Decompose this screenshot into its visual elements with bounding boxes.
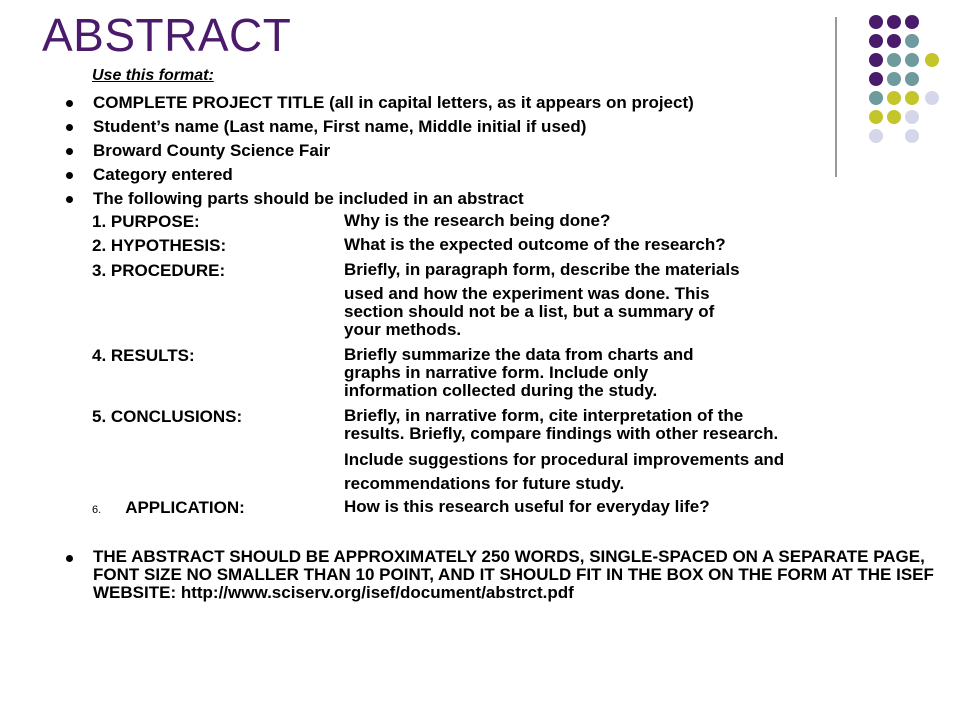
decorative-dot: [905, 34, 919, 48]
decorative-dot: [869, 15, 883, 29]
decorative-dot: [925, 91, 939, 105]
decorative-dot: [869, 91, 883, 105]
desc-line: Briefly, in narrative form, cite interpretation of the: [344, 406, 744, 425]
format-label: Use this format:: [92, 67, 214, 84]
bullet-text: Student’s name (Last name, First name, Middle initial if used): [93, 117, 587, 136]
procedure-desc: [344, 261, 740, 279]
decorative-dot: [869, 110, 883, 124]
bullet-text: Broward County Science Fair: [93, 141, 331, 160]
divider-line: [835, 17, 837, 177]
application-label-text: APPLICATION:: [125, 498, 245, 517]
decorative-dot: [925, 53, 939, 67]
application-number: 6.: [92, 504, 102, 516]
conclusions-label: 5. CONCLUSIONS:: [92, 407, 243, 426]
desc-line: Include suggestions for procedural improvements and: [344, 450, 785, 469]
desc-line: results. Briefly, compare findings with other research.: [344, 424, 779, 443]
bullet-icon: [66, 148, 73, 155]
decorative-dot-grid: [840, 10, 960, 160]
desc-line: section should not be a list, but a summary of: [344, 302, 715, 321]
decorative-dot: [887, 110, 901, 124]
hypothesis-desc: [344, 236, 726, 254]
desc-line: recommendations for future study.: [344, 474, 625, 493]
bullet-text: COMPLETE PROJECT TITLE (all in capital letters, as it appears on project): [93, 93, 694, 112]
application-label: [92, 498, 245, 518]
hypothesis-label: 2. HYPOTHESIS:: [92, 236, 227, 255]
decorative-dot: [887, 34, 901, 48]
decorative-dot: [905, 53, 919, 67]
results-desc: [344, 346, 694, 400]
decorative-dot: [905, 15, 919, 29]
decorative-dot: [905, 91, 919, 105]
bullet-icon: [66, 100, 73, 107]
decorative-dot: [887, 15, 901, 29]
purpose-label: 1. PURPOSE:: [92, 212, 200, 231]
results-label: 4. RESULTS:: [92, 346, 195, 365]
final-note: [66, 548, 946, 602]
decorative-dot: [887, 72, 901, 86]
desc-line: What is the expected outcome of the research?: [344, 235, 726, 254]
final-note-text: THE ABSTRACT SHOULD BE APPROXIMATELY 250 WORDS, SINGLE-SPACED ON A SEPARATE PAGE, FONT SIZE NO SMALLER THAN 10 POINT, AND IT SHOULD FIT IN THE BOX ON THE FORM AT THE ISEF WEBSITE: http://www.sciserv.org/isef/document/abstrct.pdf: [93, 547, 934, 602]
desc-line: your methods.: [344, 320, 462, 339]
decorative-dot: [869, 129, 883, 143]
desc-line: Briefly, in paragraph form, describe the materials: [344, 260, 740, 279]
bullet-icon: [66, 124, 73, 131]
desc-line: used and how the experiment was done. This: [344, 284, 710, 303]
procedure-desc-cont: [344, 285, 714, 339]
decorative-dot: [905, 72, 919, 86]
conclusions-desc: [344, 407, 778, 443]
desc-line: How is this research useful for everyday life?: [344, 497, 710, 516]
decorative-dot: [905, 129, 919, 143]
decorative-dot: [869, 34, 883, 48]
bullet-text: Category entered: [93, 165, 233, 184]
purpose-desc: [344, 212, 610, 230]
desc-line: Briefly summarize the data from charts and: [344, 345, 694, 364]
bullet-icon: [66, 555, 73, 562]
bullet-text: The following parts should be included in an abstract: [93, 189, 524, 208]
decorative-dot: [905, 110, 919, 124]
conclusions-desc-cont: [344, 451, 784, 493]
desc-line: Why is the research being done?: [344, 211, 611, 230]
application-desc: [344, 498, 710, 516]
desc-line: graphs in narrative form. Include only: [344, 363, 649, 382]
decorative-dot: [869, 53, 883, 67]
bullet-icon: [66, 172, 73, 179]
procedure-label: 3. PROCEDURE:: [92, 261, 226, 280]
bullet-icon: [66, 196, 73, 203]
decorative-dot: [887, 53, 901, 67]
decorative-dot: [887, 91, 901, 105]
decorative-dot: [869, 72, 883, 86]
desc-line: information collected during the study.: [344, 381, 658, 400]
slide-title: ABSTRACT: [42, 9, 292, 61]
